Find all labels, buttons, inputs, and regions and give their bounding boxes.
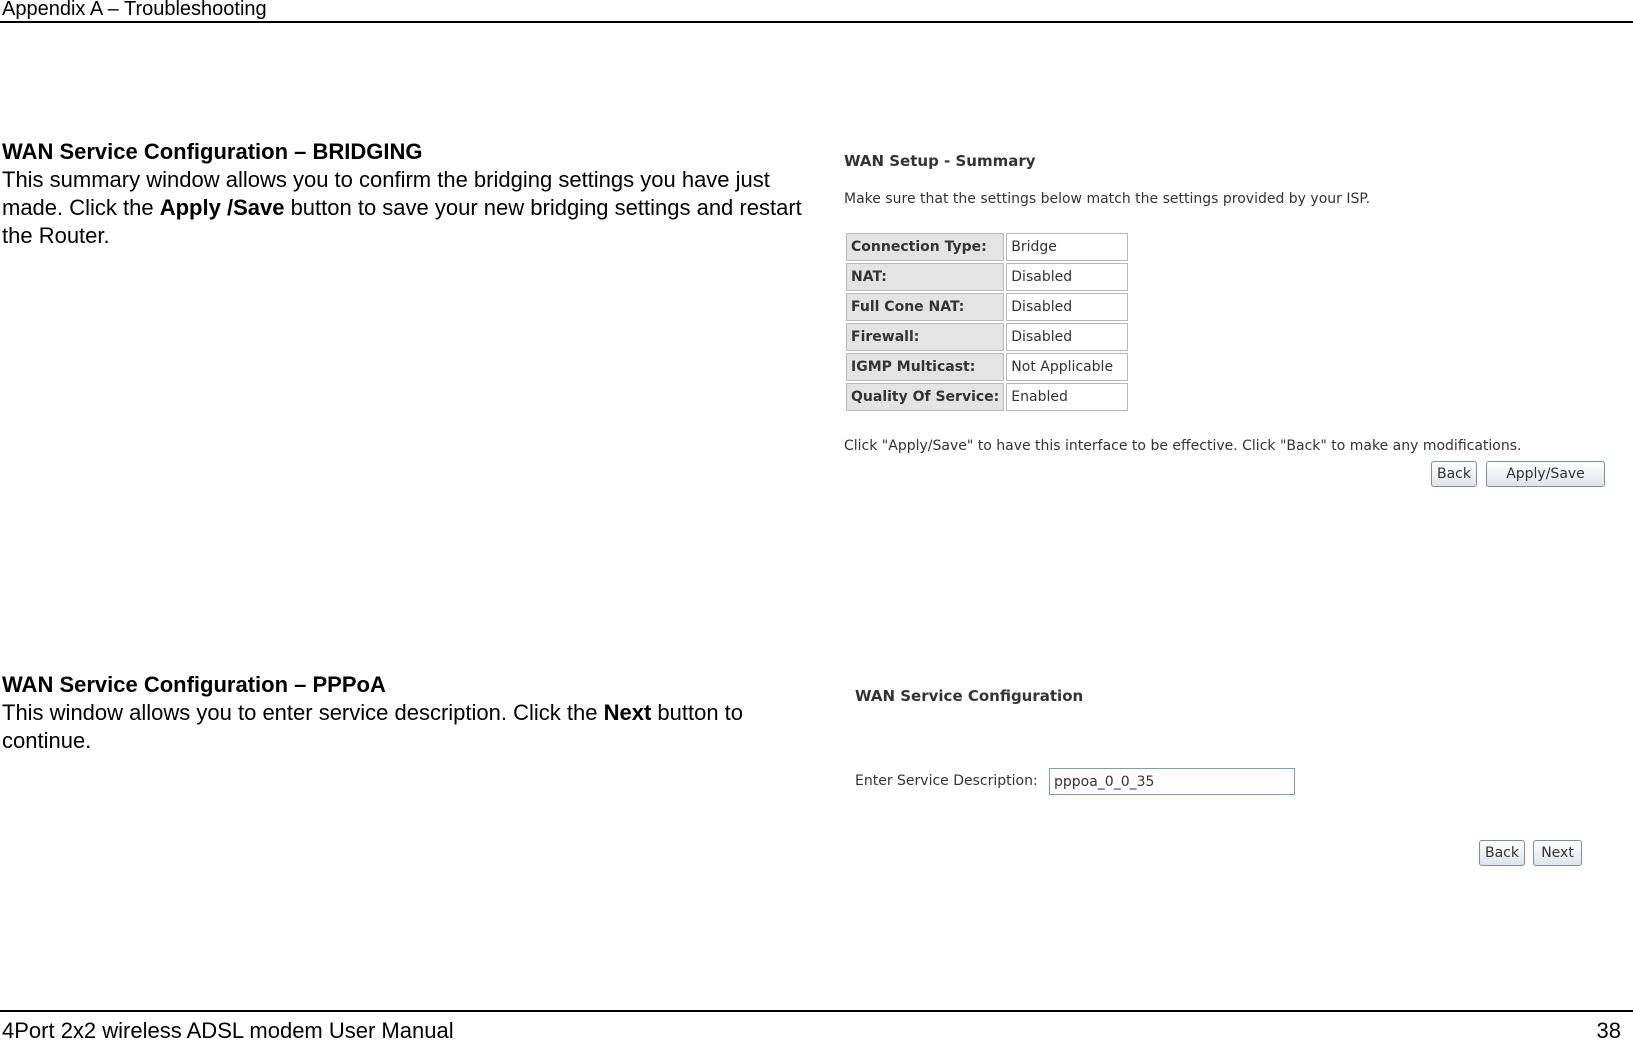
back-button[interactable]: Back <box>1431 461 1477 487</box>
summary-row <box>846 353 1128 381</box>
summary-row-value: Disabled <box>1006 263 1128 291</box>
pppoa-bold-label: Next <box>603 700 652 725</box>
summary-row <box>846 293 1128 321</box>
bridging-heading: WAN Service Configuration – BRIDGING <box>2 139 423 164</box>
running-header <box>0 0 1633 23</box>
pppoa-heading: WAN Service Configuration – PPPoA <box>2 672 386 697</box>
bridging-text-after: button to save your new bridging settings and restart the Router. <box>2 195 802 248</box>
bridging-text-before: This summary window allows you to confirm the bridging settings you have just made. Click the <box>2 167 770 220</box>
summary-row <box>846 323 1128 351</box>
wan-summary-panel <box>844 145 1614 495</box>
summary-note: Click "Apply/Save" to have this interface to be effective. Click "Back" to make any modifications. <box>844 438 1522 454</box>
page-number: 38 <box>1596 1018 1621 1043</box>
pppoa-description <box>2 699 822 755</box>
summary-row-label: Full Cone NAT: <box>846 293 1004 321</box>
summary-row-value: Enabled <box>1006 383 1128 411</box>
bridging-description <box>2 166 802 250</box>
running-footer <box>0 1010 1633 1043</box>
summary-row <box>846 383 1128 411</box>
summary-row-value: Not Applicable <box>1006 353 1128 381</box>
summary-row-label: Firewall: <box>846 323 1004 351</box>
bridging-bold-label: Apply /Save <box>159 195 285 220</box>
summary-row-label: IGMP Multicast: <box>846 353 1004 381</box>
summary-row-label: NAT: <box>846 263 1004 291</box>
summary-row-label: Quality Of Service: <box>846 383 1004 411</box>
summary-row-value: Disabled <box>1006 323 1128 351</box>
summary-row-value: Disabled <box>1006 293 1128 321</box>
summary-table <box>844 231 1130 413</box>
pppoa-text-before: This window allows you to enter service description. Click the <box>2 700 604 725</box>
footer-manual-title: 4Port 2x2 wireless ADSL modem User Manual <box>2 1018 454 1043</box>
wan-service-panel <box>855 680 1595 880</box>
service-title: WAN Service Configuration <box>855 687 1084 705</box>
summary-title: WAN Setup - Summary <box>844 152 1036 170</box>
summary-row <box>846 263 1128 291</box>
pppoa-text-after: button to continue. <box>2 700 744 753</box>
service-description-input[interactable] <box>1049 768 1295 795</box>
service-field-label: Enter Service Description: <box>855 773 1038 789</box>
summary-row-value: Bridge <box>1006 233 1128 261</box>
summary-row <box>846 233 1128 261</box>
apply-save-button[interactable]: Apply/Save <box>1486 461 1605 487</box>
summary-subtitle: Make sure that the settings below match the settings provided by your ISP. <box>844 191 1371 207</box>
back-button[interactable]: Back <box>1479 840 1525 866</box>
header-title: Appendix A – Troubleshooting <box>2 0 267 20</box>
next-button[interactable]: Next <box>1533 840 1582 866</box>
summary-row-label: Connection Type: <box>846 233 1004 261</box>
